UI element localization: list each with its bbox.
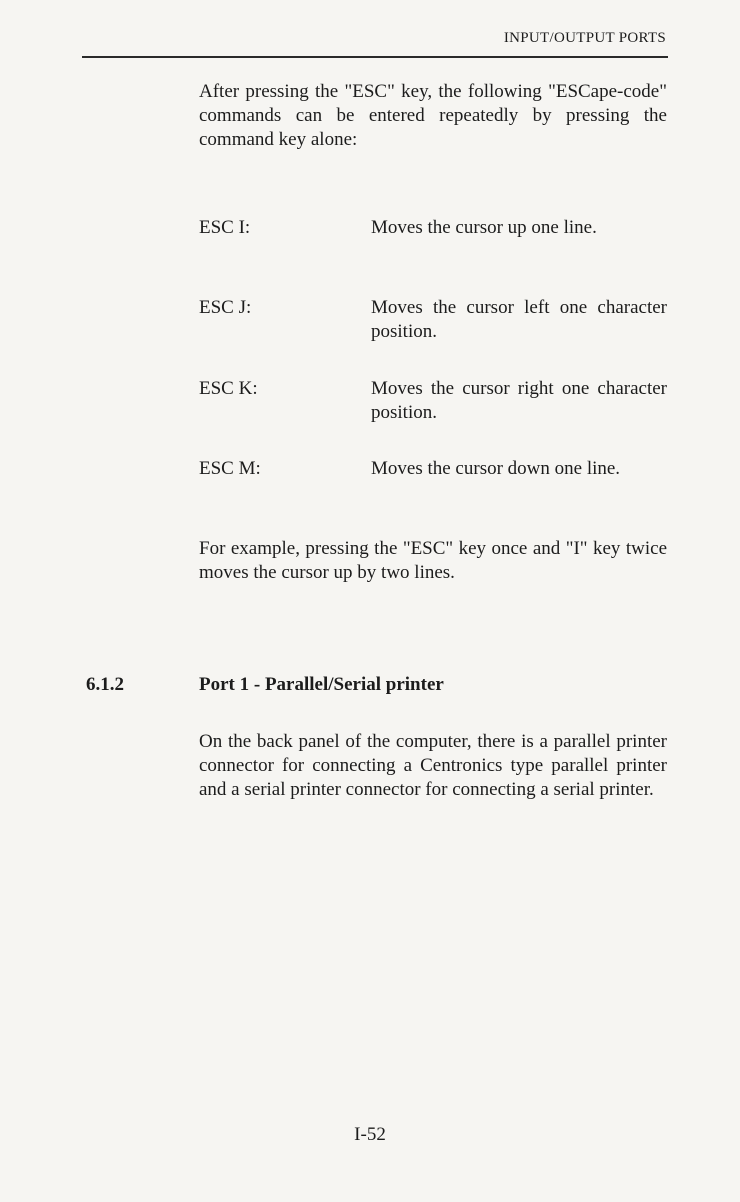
command-key: ESC I: bbox=[199, 217, 251, 238]
page-number: I-52 bbox=[354, 1124, 386, 1145]
command-key: ESC K: bbox=[199, 378, 258, 399]
section-heading: Port 1 - Parallel/Serial printer bbox=[199, 674, 444, 695]
section-number: 6.1.2 bbox=[86, 674, 124, 695]
command-description: Moves the cursor right one character position. bbox=[371, 378, 667, 423]
intro-paragraph: After pressing the "ESC" key, the following "ESCape-code" commands can be entered repeatedly by pressing the command key alone: bbox=[199, 81, 667, 150]
section-body-paragraph: On the back panel of the computer, there is a parallel printer connector for connecting a Centronics type parallel printer and a serial printer connector for connecting a serial printer. bbox=[199, 731, 667, 800]
command-key: ESC J: bbox=[199, 297, 252, 318]
command-description: Moves the cursor left one character position. bbox=[371, 297, 667, 342]
command-key: ESC M: bbox=[199, 458, 261, 479]
command-description: Moves the cursor down one line. bbox=[371, 458, 621, 479]
command-description: Moves the cursor up one line. bbox=[371, 217, 597, 238]
running-header bbox=[82, 28, 668, 58]
running-header-title: INPUT/OUTPUT PORTS bbox=[503, 30, 666, 46]
example-paragraph: For example, pressing the "ESC" key once and "I" key twice moves the cursor up by two lines. bbox=[199, 538, 667, 583]
